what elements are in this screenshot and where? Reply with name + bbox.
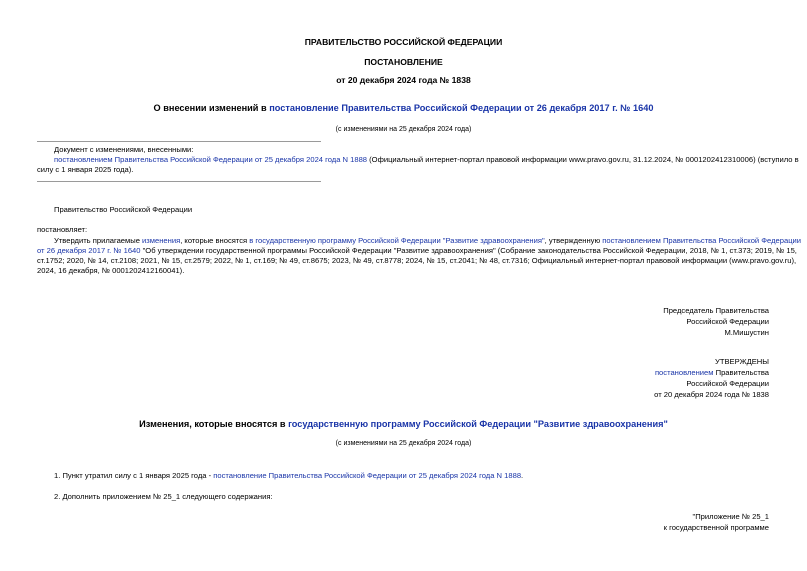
revision-note: (с изменениями на 25 декабря 2024 года) <box>335 126 472 133</box>
approved-by-text: Правительства <box>713 368 769 377</box>
document-date-number: от 20 декабря 2024 года № 1838 <box>336 75 471 85</box>
signature-name: М.Мишустин <box>724 328 769 337</box>
changes-box-line1 <box>54 155 799 166</box>
approving-resolution-link[interactable]: постановлением <box>654 368 714 377</box>
paragraph-text: "Об утверждении государственной программы Российской Федерации "Развитие здравоохранения" <box>140 246 496 255</box>
repealing-resolution-link[interactable]: постановление Правительства Российской Федерации от 25 декабря 2024 года N 1888 <box>213 471 522 480</box>
paragraph-1-line1 <box>54 236 801 247</box>
signature-title: Председатель Правительства <box>663 306 769 315</box>
paragraph-1-line3: ст.1752; 2020, № 14, ст.2108; 2021, № 15, ст.2579; 2022, № 1, ст.169; № 49, ст.8675; 2023, № 49, ст.8778; 2024, № 15, ст.2041; № 48, ст.7316; Официальный интернет-портал правовой информации (www.pravo.gov.ru), <box>37 256 797 265</box>
paragraph-1-line4: 2024, 16 декабря, № 0001202412160041). <box>37 266 185 275</box>
resolves-label: постановляет: <box>37 225 88 234</box>
changes-box-bottom-rule <box>37 181 321 182</box>
approved-org: Российской Федерации <box>686 379 769 388</box>
paragraph-text: , которые вносятся <box>180 236 250 245</box>
changes-title-prefix: Изменения, которые вносятся в <box>139 419 289 429</box>
changes-link[interactable]: изменения <box>142 236 181 245</box>
document-title-prefix: О внесении изменений в <box>153 103 270 113</box>
changes-revision-note: (с изменениями на 25 декабря 2024 года) <box>335 440 472 447</box>
document-title <box>0 103 807 113</box>
government-heading: ПРАВИТЕЛЬСТВО РОССИЙСКОЙ ФЕДЕРАЦИИ <box>304 37 503 47</box>
state-program-link[interactable]: в государственную программу Российской Федерации "Развитие здравоохранения" <box>249 236 545 245</box>
changes-box-intro: Документ с изменениями, внесенными: <box>54 145 194 154</box>
signature-org: Российской Федерации <box>686 317 769 326</box>
resolution-1640-link-part2[interactable]: от 26 декабря 2017 г. № 1640 <box>37 246 141 255</box>
paragraph-text: Утвердить прилагаемые <box>54 236 143 245</box>
amended-resolution-link[interactable]: постановление Правительства Российской Федерации от 26 декабря 2017 г. № 1640 <box>269 103 654 113</box>
appendix-program: к государственной программе <box>663 523 769 532</box>
document-type: ПОСТАНОВЛЕНИЕ <box>364 57 443 67</box>
changes-title <box>0 419 807 429</box>
item-1-end: . <box>521 471 524 480</box>
approved-date: от 20 декабря 2024 года № 1838 <box>654 390 769 399</box>
changes-box-details: (Официальный интернет-портал правовой информации www.pravo.gov.ru, 31.12.2024, № 0001202412310006) (вступило в <box>367 155 799 164</box>
paragraph-text: (Собрание законодательства Российской Федерации, 2018, № 1, ст.373; 2019, № 15, <box>495 246 797 255</box>
changes-box-top-rule <box>37 141 321 142</box>
government-name: Правительство Российской Федерации <box>54 205 193 214</box>
approved-label: УТВЕРЖДЕНЫ <box>715 357 769 366</box>
item-1-text: 1. Пункт утратил силу с 1 января 2025 года - <box>54 471 214 480</box>
changes-box-line2: силу с 1 января 2025 года). <box>37 165 134 174</box>
amending-resolution-link[interactable]: постановлением Правительства Российской Федерации от 25 декабря 2024 года N 1888 <box>54 155 368 164</box>
paragraph-text: , утвержденную <box>544 236 603 245</box>
item-2: 2. Дополнить приложением № 25_1 следующего содержания: <box>54 492 273 501</box>
item-1 <box>54 471 523 482</box>
paragraph-1-line2 <box>37 246 797 257</box>
resolution-1640-link-part1[interactable]: постановлением Правительства Российской Федерации <box>602 236 802 245</box>
state-program-title-link[interactable]: государственную программу Российской Федерации "Развитие здравоохранения" <box>288 419 668 429</box>
appendix-number: "Приложение № 25_1 <box>692 512 769 521</box>
approved-by <box>655 368 769 379</box>
